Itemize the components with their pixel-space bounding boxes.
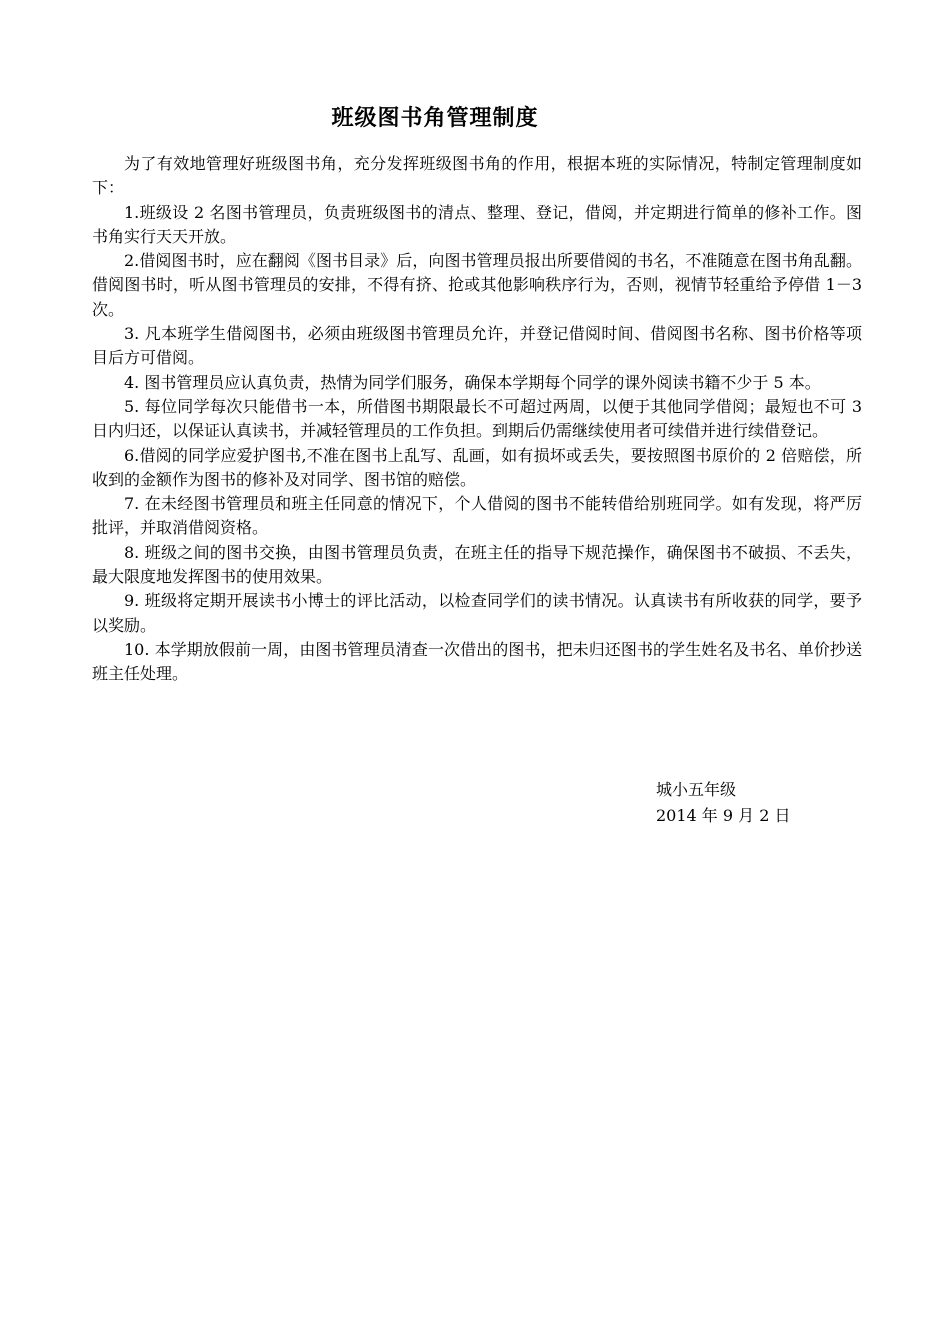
rule-9-paragraph: 9. 班级将定期开展读书小博士的评比活动，以检查同学们的读书情况。认真读书有所收获的同学，要予以奖励。 [92, 591, 862, 635]
rule-5-paragraph: 5. 每位同学每次只能借书一本，所借图书期限最长不可超过两周，以便于其他同学借阅；最短也不可 3 日内归还，以保证认真读书，并减轻管理员的工作负担。到期后仍需继续使用者可续借并进行续借登记。 [92, 396, 862, 441]
rule-8-paragraph: 8. 班级之间的图书交换，由图书管理员负责，在班主任的指导下规范操作，确保图书不破损、不丢失，最大限度地发挥图书的使用效果。 [92, 542, 862, 587]
signature-organization: 城小五年级 [656, 780, 737, 799]
rule-1-paragraph: 1.班级设 2 名图书管理员，负责班级图书的清点、整理、登记，借阅，并定期进行简单的修补工作。图书角实行天天开放。 [92, 202, 862, 246]
signature-block [656, 777, 791, 829]
document-title: 班级图书角管理制度 [331, 106, 539, 131]
rule-6-paragraph: 6.借阅的同学应爱护图书,不准在图书上乱写、乱画，如有损坏或丢失，要按照图书原价的 2 倍赔偿，所收到的金额作为图书的修补及对同学、图书馆的赔偿。 [92, 445, 862, 489]
intro-paragraph: 为了有效地管理好班级图书角，充分发挥班级图书角的作用，根据本班的实际情况，特制定管理制度如下： [92, 154, 862, 198]
rule-4-paragraph: 4. 图书管理员应认真负责，热情为同学们服务，确保本学期每个同学的课外阅读书籍不少于 5 本。 [124, 372, 821, 392]
signature-date: 2014 年 9 月 2 日 [656, 806, 791, 825]
rule-2-paragraph: 2.借阅图书时，应在翻阅《图书目录》后，向图书管理员报出所要借阅的书名，不准随意在图书角乱翻。借阅图书时，听从图书管理员的安排，不得有挤、抢或其他影响秩序行为，否则，视情节轻重给予停借 1－3 次。 [92, 251, 862, 319]
rule-7-paragraph: 7. 在未经图书管理员和班主任同意的情况下，个人借阅的图书不能转借给别班同学。如有发现，将严厉批评，并取消借阅资格。 [92, 494, 862, 538]
document-body [92, 152, 862, 687]
rule-10-paragraph: 10. 本学期放假前一周，由图书管理员清查一次借出的图书，把未归还图书的学生姓名及书名、单价抄送班主任处理。 [92, 639, 862, 684]
rule-3-paragraph: 3. 凡本班学生借阅图书，必须由班级图书管理员允许，并登记借阅时间、借阅图书名称、图书价格等项目后方可借阅。 [92, 324, 862, 368]
